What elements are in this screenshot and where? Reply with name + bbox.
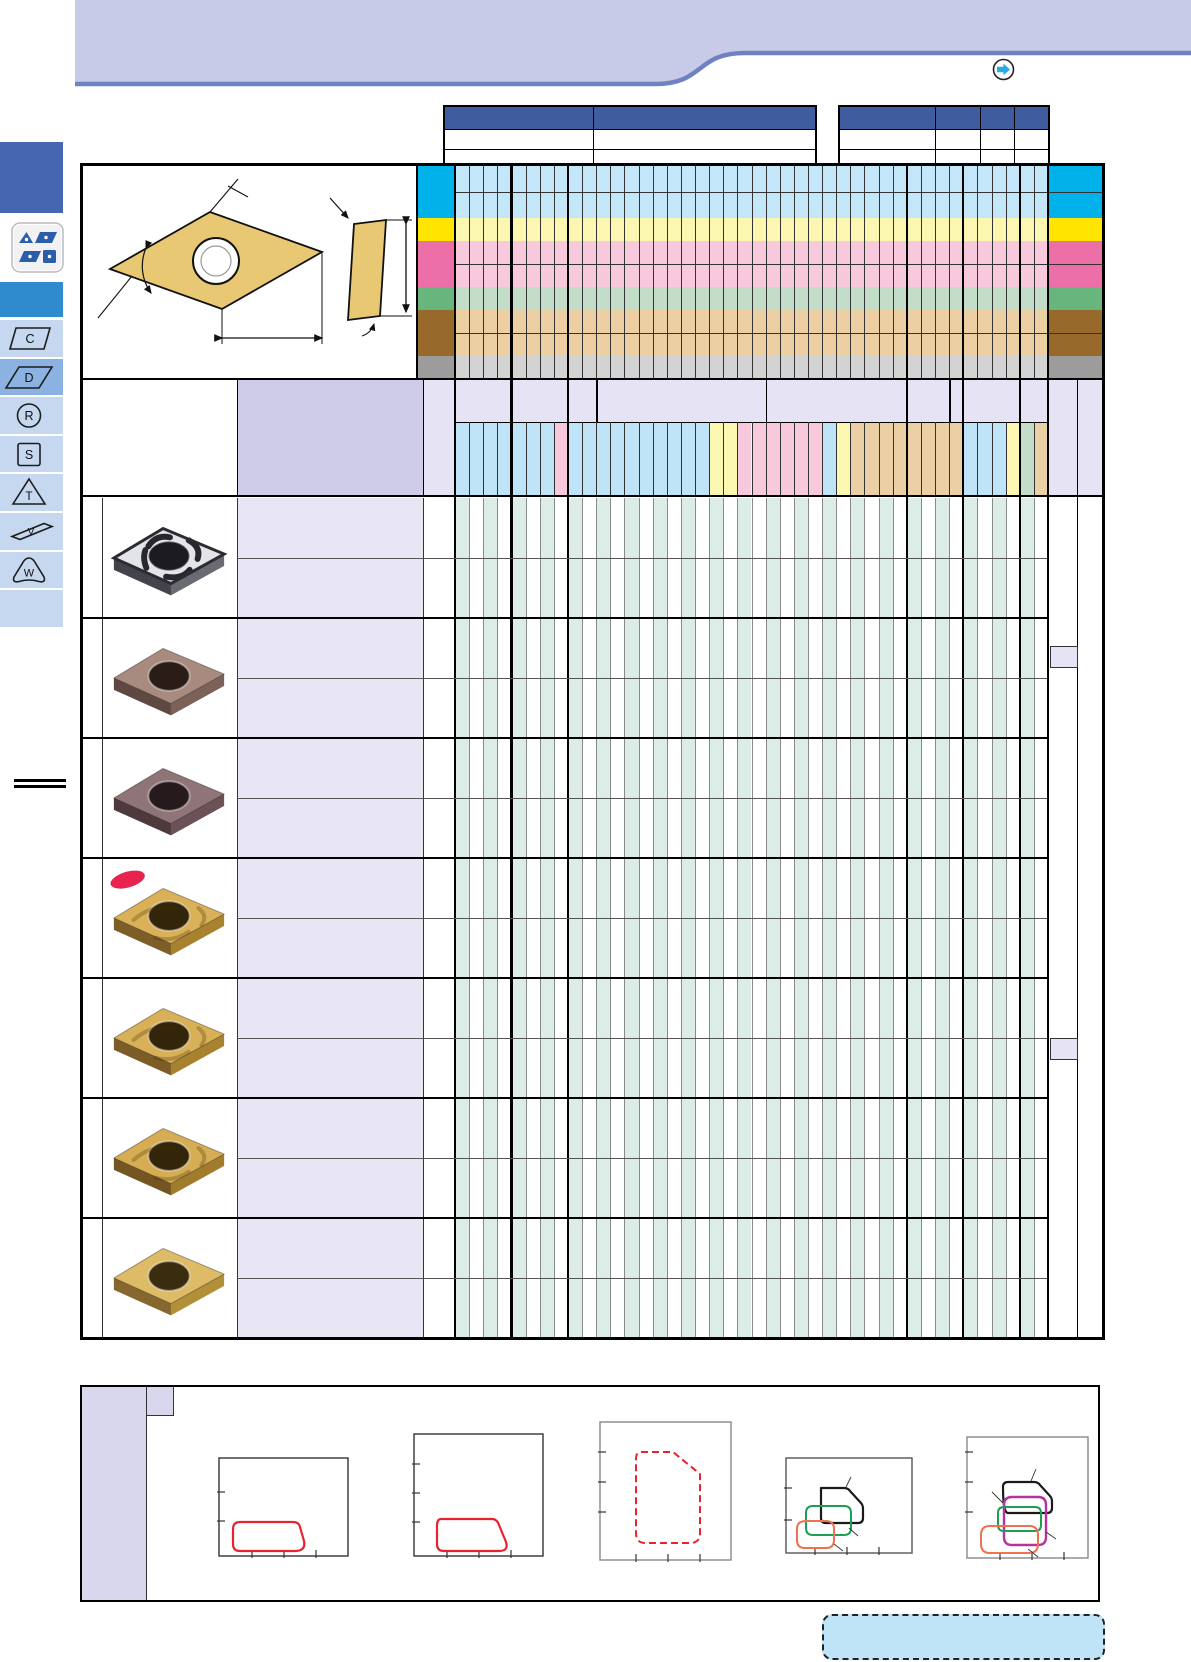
breaker-range-chart-5-frame: [967, 1437, 1088, 1558]
svg-text:V: V: [27, 527, 35, 538]
svg-text:R: R: [24, 409, 34, 424]
breaker-range-chart-3-frame: [600, 1422, 731, 1560]
svg-text:D: D: [24, 370, 34, 385]
svg-text:C: C: [25, 332, 35, 346]
svg-text:W: W: [23, 567, 35, 580]
svg-text:T: T: [25, 491, 33, 504]
breaker-range-chart-4-frame: [786, 1458, 912, 1553]
svg-text:S: S: [24, 447, 34, 462]
breaker-range-chart-1-frame: [219, 1458, 348, 1556]
breaker-range-chart-2-frame: [414, 1434, 543, 1556]
highlight-note-box: [822, 1614, 1105, 1660]
